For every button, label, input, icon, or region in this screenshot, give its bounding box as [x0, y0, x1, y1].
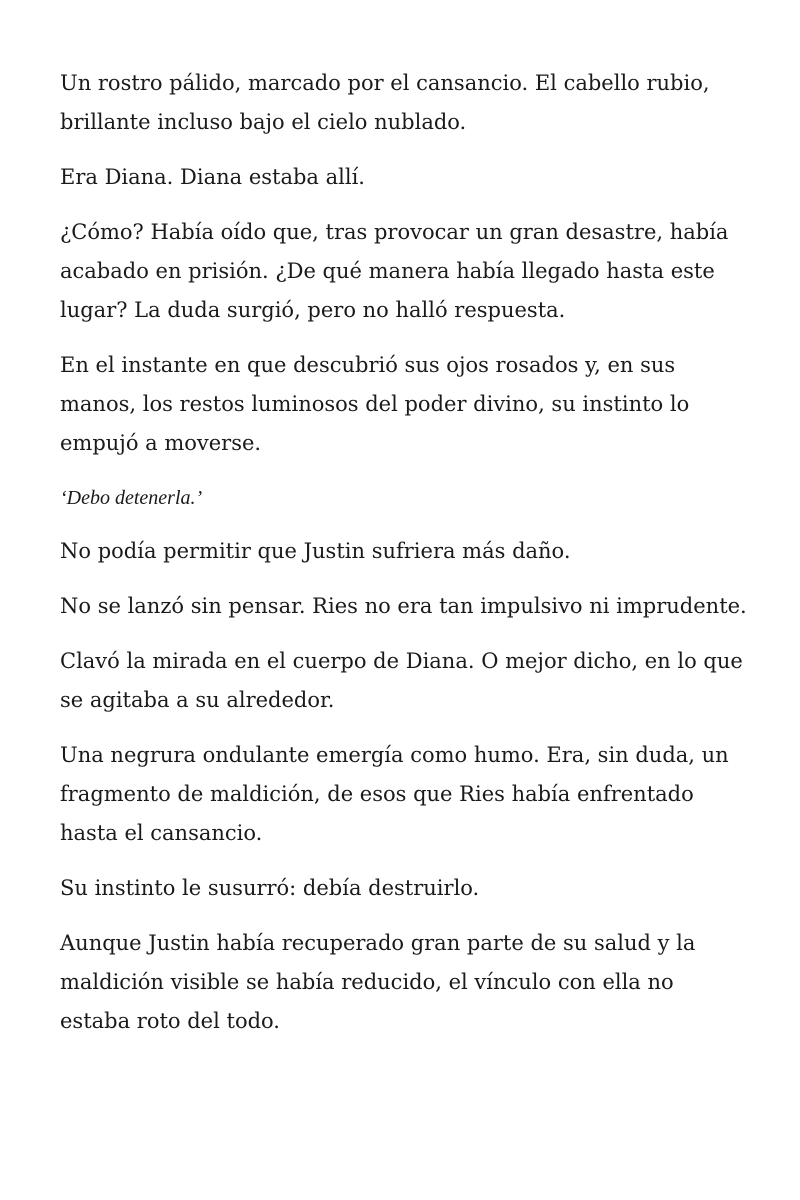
inner-thought: ‘Debo detenerla.’	[60, 487, 203, 509]
paragraph-7: No se lanzó sin pensar. Ries no era tan impulsivo ni imprudente.	[60, 594, 747, 618]
paragraph-1: Un rostro pálido, marcado por el cansancio. El cabello rubio, brillante incluso bajo el cielo nublado.	[60, 71, 710, 134]
paragraph-10: Su instinto le susurró: debía destruirlo.	[60, 876, 480, 900]
paragraph-2: Era Diana. Diana estaba allí.	[60, 165, 365, 189]
paragraph-3: ¿Cómo? Había oído que, tras provocar un gran desastre, había acabado en prisión. ¿De qué manera había llegado hasta este lugar? La duda surgió, pero no halló respuesta.	[60, 220, 729, 322]
document-page	[60, 64, 750, 1057]
paragraph-11: Aunque Justin había recuperado gran parte de su salud y la maldición visible se había reducido, el vínculo con ella no estaba roto del todo.	[60, 931, 696, 1033]
paragraph-6: No podía permitir que Justin sufriera más daño.	[60, 539, 571, 563]
paragraph-4: En el instante en que descubrió sus ojos rosados y, en sus manos, los restos luminosos del poder divino, su instinto lo empujó a moverse.	[60, 353, 690, 455]
paragraph-8: Clavó la mirada en el cuerpo de Diana. O mejor dicho, en lo que se agitaba a su alrededor.	[60, 649, 743, 712]
paragraph-9: Una negrura ondulante emergía como humo. Era, sin duda, un fragmento de maldición, de esos que Ries había enfrentado hasta el cansancio.	[60, 743, 729, 845]
